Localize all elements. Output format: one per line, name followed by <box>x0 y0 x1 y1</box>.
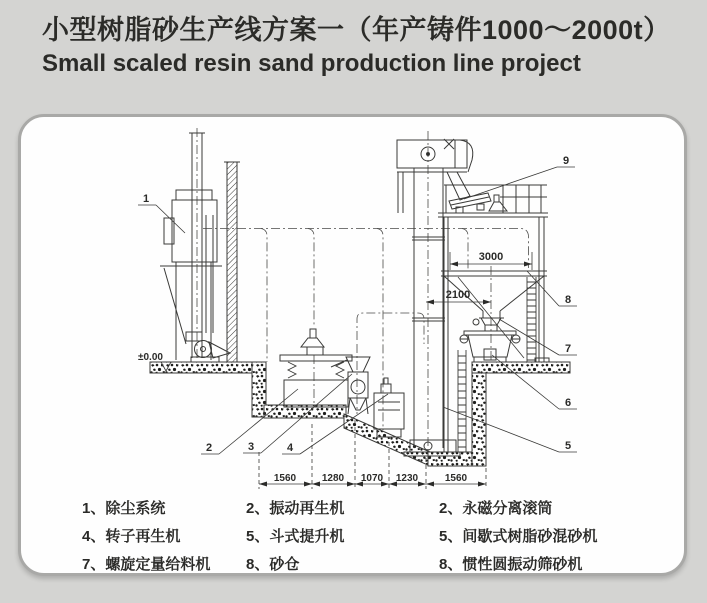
dim-offset-label: 2100 <box>445 289 471 301</box>
page-title-en: Small scaled resin sand production line project <box>42 50 581 77</box>
legend-item: 7、螺旋定量给料机 <box>82 556 211 573</box>
dim-bottom-5-label: 1560 <box>444 473 468 484</box>
dim-bottom-2-label: 1280 <box>321 473 345 484</box>
callout-5-label: 5 <box>564 440 572 452</box>
pit-ladder <box>458 350 466 452</box>
rotor-regenerator <box>374 378 404 437</box>
legend-item: 5、间歇式树脂砂混砂机 <box>439 528 598 545</box>
dim-hopper-width-label: 3000 <box>478 251 504 263</box>
callout-9-label: 9 <box>562 155 570 167</box>
page-header <box>42 8 671 78</box>
callout-4-label: 4 <box>286 442 294 454</box>
sand-mixer <box>460 331 520 362</box>
dim-bottom-1-label: 1560 <box>273 473 297 484</box>
side-ladder <box>527 277 536 362</box>
callout-1-label: 1 <box>142 193 150 205</box>
dim-bottom-4-label: 1230 <box>395 473 419 484</box>
callout-6-label: 6 <box>564 397 572 409</box>
legend-item: 1、除尘系统 <box>82 500 166 517</box>
legend-item: 2、振动再生机 <box>246 500 345 517</box>
vibration-regenerator <box>280 347 352 407</box>
legend-item: 5、斗式提升机 <box>246 528 345 545</box>
callout-7-label: 7 <box>564 343 572 355</box>
dust-collection-system <box>160 133 230 362</box>
component-legend <box>82 497 652 574</box>
dim-bottom-3-label: 1070 <box>360 473 384 484</box>
callout-2-label: 2 <box>205 442 213 454</box>
page-title-zh: 小型树脂砂生产线方案一（年产铸件1000～2000t） <box>42 15 671 45</box>
legend-item: 8、砂仓 <box>246 556 300 573</box>
legend-item: 8、惯性圆振动筛砂机 <box>439 556 583 573</box>
screw-feeder <box>473 318 501 331</box>
legend-item: 4、转子再生机 <box>82 528 181 545</box>
ground-and-pit <box>150 362 570 466</box>
legend-item: 2、永磁分离滚筒 <box>439 500 553 517</box>
callout-8-label: 8 <box>564 294 572 306</box>
level-label: ±0.00 <box>138 352 163 363</box>
wall-section <box>224 162 240 362</box>
suction-hood <box>301 329 324 347</box>
callout-3-label: 3 <box>247 441 255 453</box>
